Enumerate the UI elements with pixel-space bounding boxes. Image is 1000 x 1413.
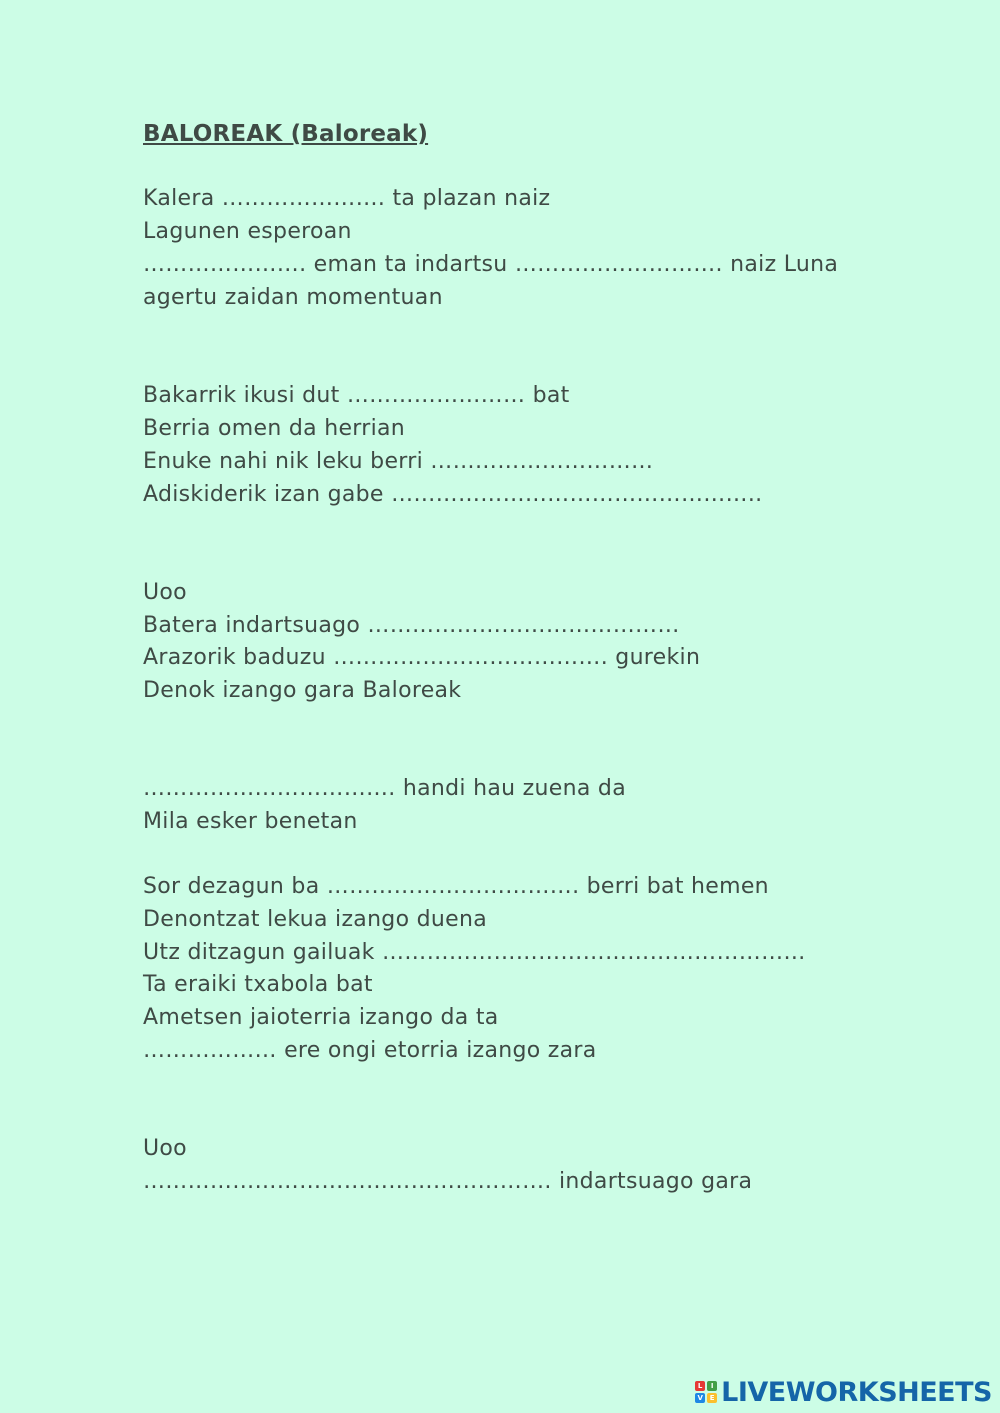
lyric-line: ……………………………. handi hau zuena da [143, 776, 626, 801]
logo-mark-l: L [695, 1381, 705, 1391]
logo-text: LIVEWORKSHEETS [721, 1376, 992, 1408]
lyric-line: Lagunen esperoan [143, 219, 352, 244]
lyric-line: Enuke nahi nik leku berri ………………………… [143, 449, 654, 474]
logo-mark-i: I [707, 1381, 717, 1391]
liveworksheets-logo[interactable] [695, 1377, 992, 1407]
lyric-line: agertu zaidan momentuan [143, 285, 443, 310]
lyric-line: ………………………………………………. indartsuago gara [143, 1169, 753, 1194]
lyric-line: Uoo [143, 1136, 187, 1161]
lyric-line: Denok izango gara Baloreak [143, 678, 462, 703]
lyric-line: Adiskiderik izan gabe ………………………………………….. [143, 482, 763, 507]
logo-mark-e: E [707, 1393, 717, 1403]
logo-mark-icon [695, 1381, 717, 1403]
lyric-line: Denontzat lekua izango duena [143, 907, 487, 932]
lyric-line: Bakarrik ikusi dut …………………… bat [143, 383, 570, 408]
worksheet-title: BALOREAK (Baloreak) [143, 121, 429, 147]
lyric-line: …………………. eman ta indartsu ………………………. naiz Luna [143, 252, 839, 277]
lyric-line: Kalera …………………. ta plazan naiz [143, 186, 551, 211]
lyric-line: Berria omen da herrian [143, 416, 406, 441]
lyric-line: ……………… ere ongi etorria izango zara [143, 1038, 597, 1063]
lyric-line: Arazorik baduzu ………………………………. gurekin [143, 645, 701, 670]
lyric-line: Uoo [143, 580, 187, 605]
lyric-line: Ta eraiki txabola bat [143, 972, 373, 997]
lyric-line: Utz ditzagun gailuak ………………………………………………… [143, 940, 806, 965]
lyric-line: Batera indartsuago …………………………………… [143, 613, 680, 638]
lyric-line: Mila esker benetan [143, 809, 358, 834]
logo-mark-v: V [695, 1393, 705, 1403]
lyric-line: Ametsen jaioterria izango da ta [143, 1005, 499, 1030]
lyric-line: Sor dezagun ba ……………………………. berri bat hemen [143, 874, 769, 899]
